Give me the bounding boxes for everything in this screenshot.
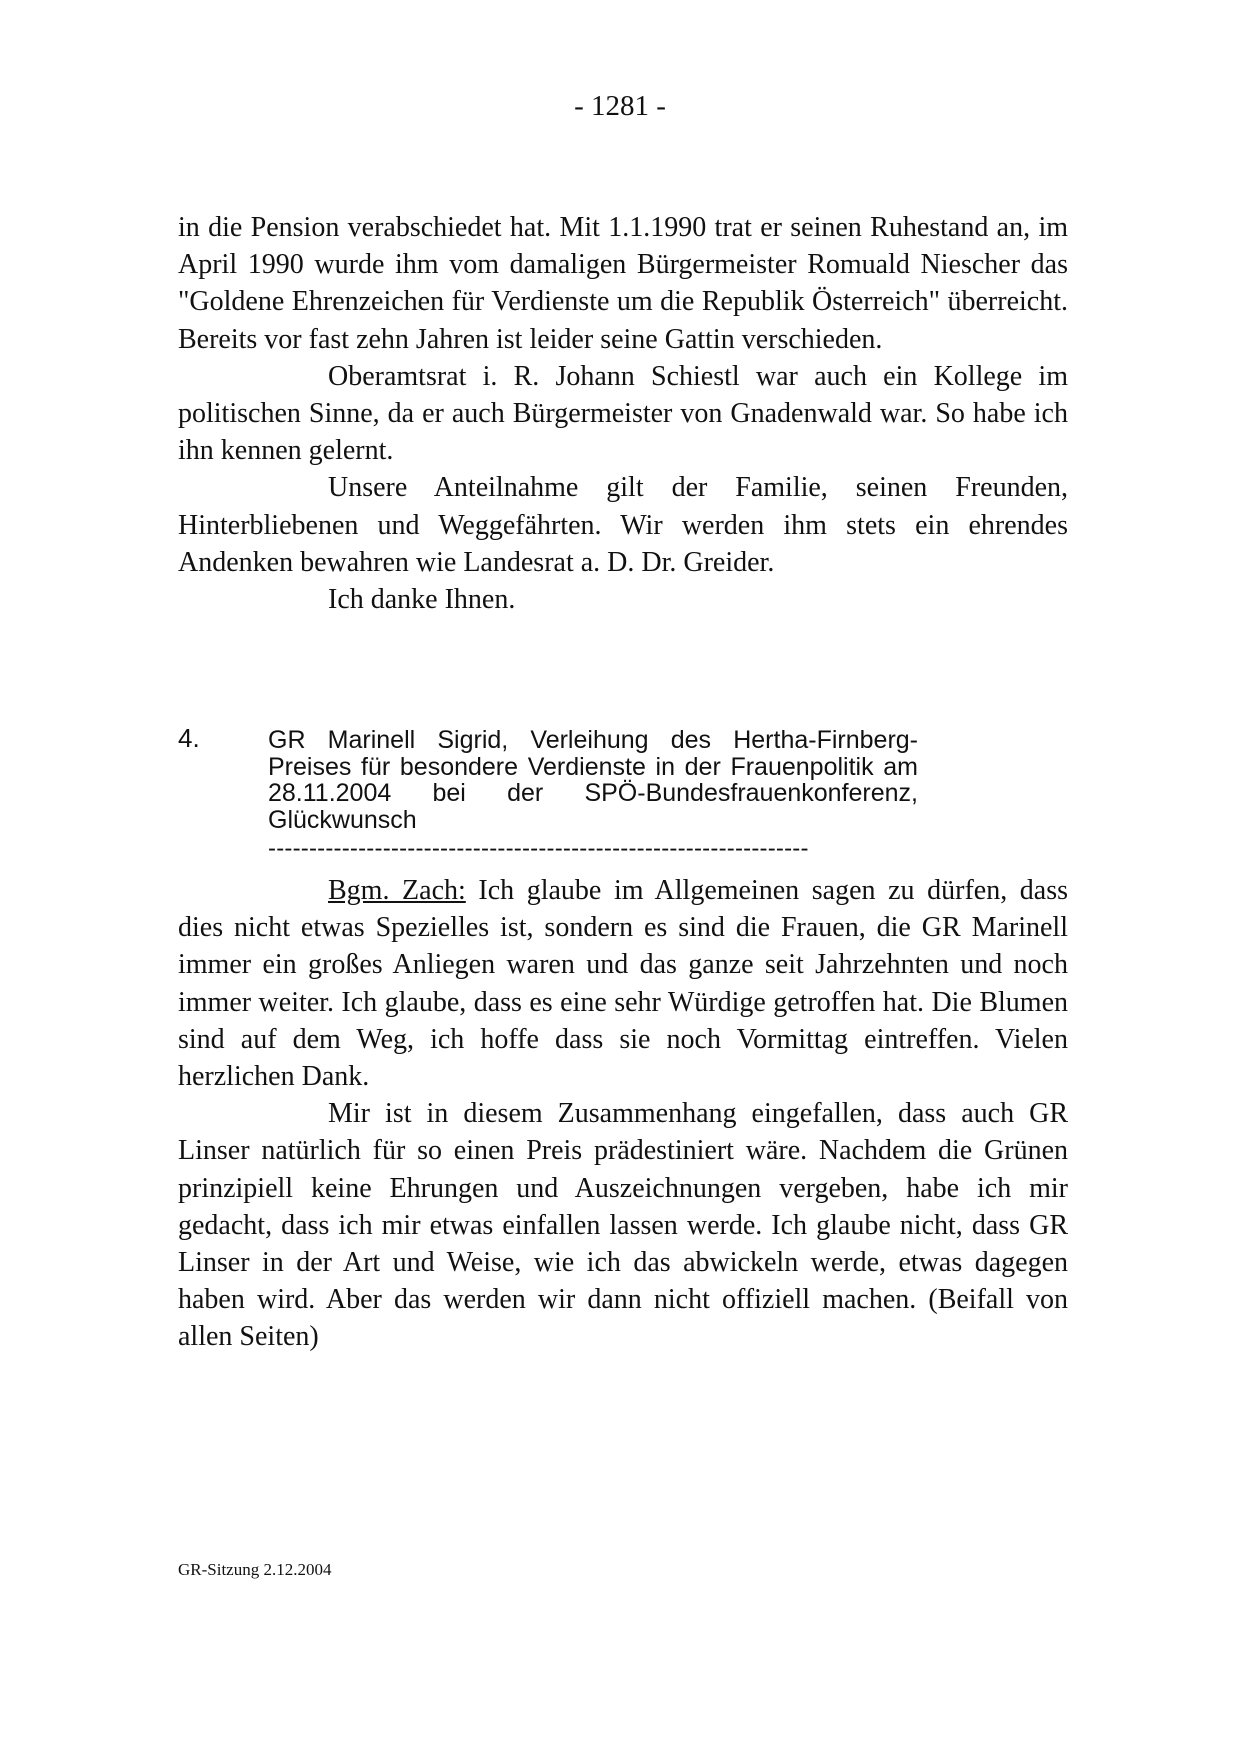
paragraph: Unsere Anteilnahme gilt der Familie, seinen Freunden, Hinterbliebenen und Weggefährten. Wir werden ihm stets ein ehrendes Andenken bewahren wie Landesrat a. D. Dr. Greider. [178, 472, 1068, 578]
speech-paragraph: Mir ist in diesem Zusammenhang eingefallen, dass auch GR Linser natürlich für so einen Preis prädestiniert wäre. Nachdem die Grünen prinzipiell keine Ehrungen und Auszeichnungen vergeben, habe ich mir gedacht, dass ich mir etwas einfallen lassen werde. Ich glaube nicht, dass GR Linser in der Art und Weise, wie ich das abwickeln werde, etwas dagegen haben wird. Aber das werden wir dann nicht offiziell machen. (Beifall von allen Seiten) [178, 1098, 1068, 1353]
agenda-item-number: 4. [178, 723, 200, 753]
speech-paragraph [178, 872, 1068, 1095]
speaker-name: Bgm. Zach: [328, 875, 466, 906]
agenda-item-separator: ------------------------------------------------------------------ [268, 836, 809, 862]
agenda-item-title [268, 727, 918, 833]
body-text-top [178, 209, 1068, 618]
page-number: - 1281 - [574, 90, 666, 122]
speech-text: Ich glaube im Allgemeinen sagen zu dürfen, dass dies nicht etwas Spezielles ist, sondern es sind die Frauen, die GR Marinell immer ein großes Anliegen waren und das ganze seit Jahrzehnten und noch immer weiter. Ich glaube, dass es eine sehr Würdige getroffen hat. Die Blumen sind auf dem Weg, ich hoffe dass sie noch Vormittag eintreffen. Vielen herzlichen Dank. [178, 875, 1069, 1093]
agenda-item-title-text: GR Marinell Sigrid, Verleihung des Hertha-Firnberg-Preises für besondere Verdienste in der Frauenpolitik am 28.11.2004 bei der SPÖ-Bundesfrauenkonferenz, Glückwunsch [268, 726, 918, 834]
body-text-bottom [178, 872, 1068, 1356]
paragraph: Oberamtsrat i. R. Johann Schiestl war auch ein Kollege im politischen Sinne, da er auch Bürgermeister von Gnadenwald war. So habe ich ihn kennen gelernt. [178, 360, 1068, 467]
paragraph: Ich danke Ihnen. [328, 584, 516, 616]
footer-session-date: GR-Sitzung 2.12.2004 [178, 1560, 332, 1579]
paragraph: in die Pension verabschiedet hat. Mit 1.1.1990 trat er seinen Ruhestand an, im April 1990 wurde ihm vom damaligen Bürgermeister Romuald Niescher das "Goldene Ehrenzeichen für Verdienste um die Republik Österreich" überreicht. Bereits vor fast zehn Jahren ist leider seine Gattin verschieden. [178, 212, 1068, 355]
